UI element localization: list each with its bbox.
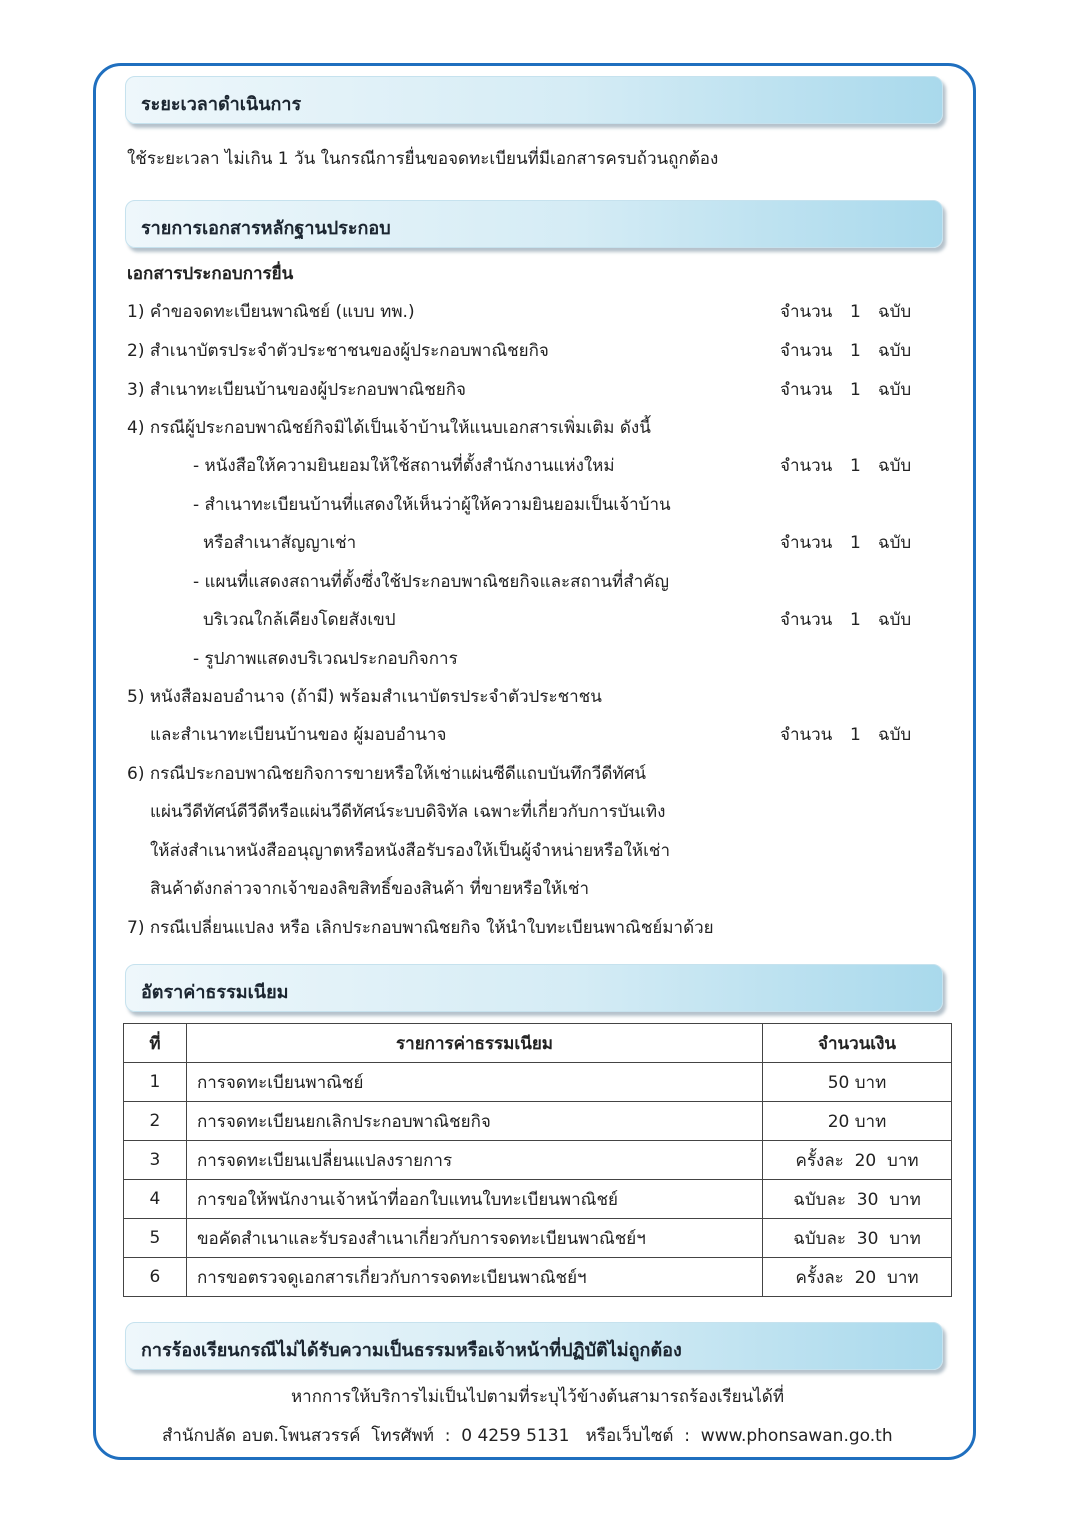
fee-amount: ครั้งละ 20 บาท — [763, 1141, 952, 1180]
doc-line: แผ่นวีดีทัศน์ดีวีดีหรือแผ่นวีดีทัศน์ระบบดิจิทัล เฉพาะที่เกี่ยวกับการบันเทิง — [150, 802, 666, 822]
table-row — [124, 1219, 952, 1258]
doc-line: 3) สำเนาทะเบียนบ้านของผู้ประกอบพาณิชยกิจ — [127, 380, 466, 400]
complaint-contact-line: สำนักปลัด อบต.โพนสวรรค์ โทรศัพท์ : 0 4259 5131 หรือเว็บไซต์ : www.phonsawan.go.th — [162, 1426, 893, 1446]
doc-quantity: จำนวน 1 ฉบับ — [780, 610, 912, 630]
doc-quantity: จำนวน 1 ฉบับ — [780, 725, 912, 745]
fee-no: 3 — [124, 1141, 187, 1180]
section-header-label: การร้องเรียนกรณีไม่ได้รับความเป็นธรรมหรือเจ้าหน้าที่ปฏิบัติไม่ถูกต้อง — [141, 1340, 682, 1361]
doc-line: - แผนที่แสดงสถานที่ตั้งซึ่งใช้ประกอบพาณิชยกิจและสถานที่สำคัญ — [193, 572, 669, 592]
fee-item: การจดทะเบียนเปลี่ยนแปลงรายการ — [186, 1141, 762, 1180]
fee-no: 4 — [124, 1180, 187, 1219]
section-header-documents — [125, 200, 943, 248]
fee-amount: 20 บาท — [763, 1102, 952, 1141]
fee-item: การขอให้พนักงานเจ้าหน้าที่ออกใบแทนใบทะเบียนพาณิชย์ — [186, 1180, 762, 1219]
column-header-item: รายการค่าธรรมเนียม — [186, 1024, 762, 1063]
fee-amount: 50 บาท — [763, 1063, 952, 1102]
fee-item: การจดทะเบียนพาณิชย์ — [186, 1063, 762, 1102]
doc-line: 2) สำเนาบัตรประจำตัวประชาชนของผู้ประกอบพาณิชยกิจ — [127, 341, 549, 361]
fee-no: 1 — [124, 1063, 187, 1102]
table-row — [124, 1141, 952, 1180]
section-header-label: ระยะเวลาดำเนินการ — [141, 94, 302, 115]
fee-amount: ฉบับละ 30 บาท — [763, 1219, 952, 1258]
fee-item: ขอคัดสำเนาและรับรองสำเนาเกี่ยวกับการจดทะเบียนพาณิชย์ฯ — [186, 1219, 762, 1258]
doc-line: 1) คำขอจดทะเบียนพาณิชย์ (แบบ ทพ.) — [127, 302, 415, 322]
doc-line: 6) กรณีประกอบพาณิชยกิจการขายหรือให้เช่าแผ่นซีดีแถบบันทึกวีดีทัศน์ — [127, 764, 646, 784]
table-row — [124, 1258, 952, 1297]
doc-line: - หนังสือให้ความยินยอมให้ใช้สถานที่ตั้งสำนักงานแห่งใหม่ — [193, 456, 615, 476]
fee-no: 6 — [124, 1258, 187, 1297]
fee-amount: ฉบับละ 30 บาท — [763, 1180, 952, 1219]
doc-line: - สำเนาทะเบียนบ้านที่แสดงให้เห็นว่าผู้ให้ความยินยอมเป็นเจ้าบ้าน — [193, 495, 671, 515]
table-row — [124, 1102, 952, 1141]
doc-line: บริเวณใกล้เคียงโดยสังเขป — [203, 610, 396, 630]
doc-line: 4) กรณีผู้ประกอบพาณิชย์กิจมิได้เป็นเจ้าบ้านให้แนบเอกสารเพิ่มเติม ดังนี้ — [127, 418, 651, 438]
column-header-amount: จำนวนเงิน — [763, 1024, 952, 1063]
documents-subheader: เอกสารประกอบการยื่น — [127, 264, 294, 284]
doc-line: - รูปภาพแสดงบริเวณประกอบกิจการ — [193, 649, 458, 669]
doc-quantity: จำนวน 1 ฉบับ — [780, 456, 912, 476]
doc-quantity: จำนวน 1 ฉบับ — [780, 533, 912, 553]
doc-line: และสำเนาทะเบียนบ้านของ ผู้มอบอำนาจ — [150, 725, 447, 745]
fee-no: 2 — [124, 1102, 187, 1141]
section-header-complaint — [125, 1322, 943, 1370]
doc-line: หรือสำเนาสัญญาเช่า — [203, 533, 357, 553]
fee-no: 5 — [124, 1219, 187, 1258]
section-header-duration — [125, 76, 943, 124]
doc-line: 7) กรณีเปลี่ยนแปลง หรือ เลิกประกอบพาณิชยกิจ ให้นำใบทะเบียนพาณิชย์มาด้วย — [127, 918, 714, 938]
doc-quantity: จำนวน 1 ฉบับ — [780, 380, 912, 400]
doc-line: สินค้าดังกล่าวจากเจ้าของลิขสิทธิ์ของสินค้า ที่ขายหรือให้เช่า — [150, 879, 590, 899]
column-header-no: ที่ — [124, 1024, 187, 1063]
complaint-line-1: หากการให้บริการไม่เป็นไปตามที่ระบุไว้ข้างต้นสามารถร้องเรียนได้ที่ — [290, 1387, 785, 1407]
doc-quantity: จำนวน 1 ฉบับ — [780, 302, 912, 322]
section-header-fees — [125, 964, 943, 1012]
doc-line: 5) หนังสือมอบอำนาจ (ถ้ามี) พร้อมสำเนาบัตรประจำตัวประชาชน — [127, 687, 602, 707]
section-header-label: รายการเอกสารหลักฐานประกอบ — [141, 218, 391, 239]
doc-line: ให้ส่งสำเนาหนังสืออนุญาตหรือหนังสือรับรองให้เป็นผู้จำหน่ายหรือให้เช่า — [150, 841, 671, 861]
duration-text: ใช้ระยะเวลา ไม่เกิน 1 วัน ในกรณีการยื่นขอจดทะเบียนที่มีเอกสารครบถ้วนถูกต้อง — [127, 149, 719, 169]
fee-table — [123, 1023, 952, 1297]
table-row — [124, 1180, 952, 1219]
table-row — [124, 1063, 952, 1102]
section-header-label: อัตราค่าธรรมเนียม — [141, 982, 289, 1003]
table-header-row — [124, 1024, 952, 1063]
fee-amount: ครั้งละ 20 บาท — [763, 1258, 952, 1297]
fee-item: การขอตรวจดูเอกสารเกี่ยวกับการจดทะเบียนพาณิชย์ฯ — [186, 1258, 762, 1297]
doc-quantity: จำนวน 1 ฉบับ — [780, 341, 912, 361]
fee-item: การจดทะเบียนยกเลิกประกอบพาณิชยกิจ — [186, 1102, 762, 1141]
